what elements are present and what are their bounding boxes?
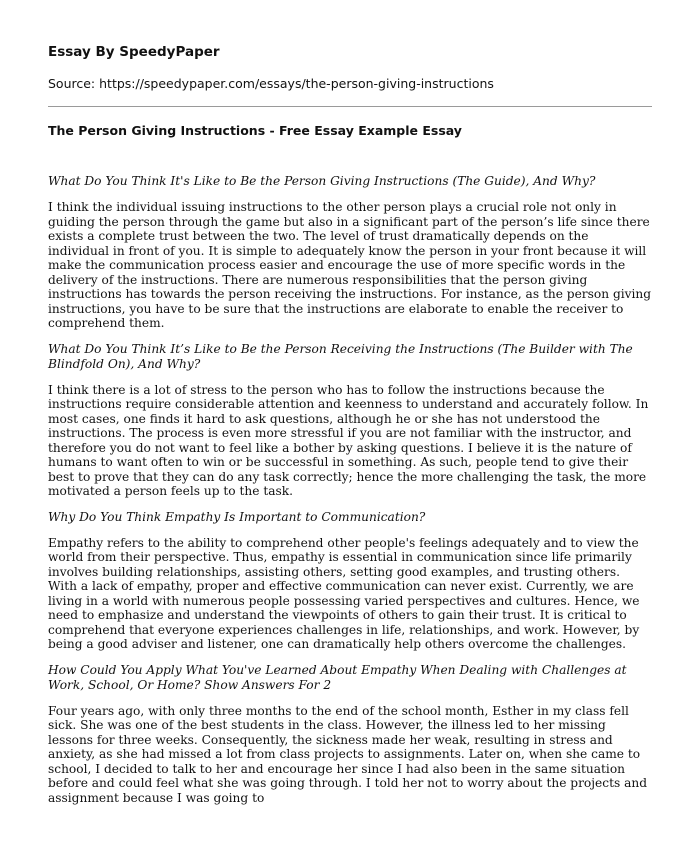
section-paragraph: Empathy refers to the ability to comprehend other people's feelings adequately and to view the world from their perspective. Thus, empathy is essential in communication since life primarily involves building relationships, assisting others, setting good examples, and trusting others. With a lack of empathy, proper and effective communication can never exist. Currently, we are living in a world with numerous people possessing varied perspectives and cultures. Hence, we need to emphasize and understand the viewpoints of others to gain their trust. It is critical to comprehend that everyone experiences challenges in life, relationships, and work. However, by being a good adviser and listener, one can dramatically help others overcome the challenges. [48,535,640,651]
publisher-title: Essay By SpeedyPaper [48,44,220,60]
section-paragraph: I think there is a lot of stress to the person who has to follow the instructions because the instructions require considerable attention and keenness to understand and accurately follow. In most cases, one finds it hard to ask questions, although he or she has not understood the instructions. The process is even more stressful if you are not familiar with the instructor, and therefore you do not want to feel like a bother by asking questions. I believe it is the nature of humans to want often to win or be successful in something. As such, people tend to give their best to prove that they can do any task correctly; hence the more challenging the task, the more motivated a person feels up to the task. [48,382,649,498]
section-paragraph: I think the individual issuing instructions to the other person plays a crucial role not only in guiding the person through the game but also in a significant part of the person’s life since there exists a complete trust between the two. The level of trust dramatically depends on the individual in front of you. It is simple to adequately know the person in your front because it will make the communication process easier and encourage the use of more specific words in the delivery of the instructions. There are numerous responsibilities that the person giving instructions has towards the person receiving the instructions. For instance, as the person giving instructions, you have to be sure that the instructions are elaborate to enable the receiver to comprehend them. [48,200,652,330]
section-question: What Do You Think It’s Like to Be the Person Receiving the Instructions (The Builder with The Blindfold On), And Why? [48,341,633,371]
section-question: Why Do You Think Empathy Is Important to Communication? [48,509,426,524]
source-line: Source: https://speedypaper.com/essays/the-person-giving-instructions [48,76,494,91]
section-paragraph: Four years ago, with only three months to the end of the school month, Esther in my class fell sick. She was one of the best students in the class. However, the illness led to her missing lessons for three weeks. Consequently, the sickness made her weak, resulting in stress and anxiety, as she had missed a lot from class projects to assignments. Later on, when she came to school, I decided to talk to her and encourage her since I had also been in the same situation before and could feel what she was going through. I told her not to worry about the projects and assignment because I was going to [48,703,648,805]
header-divider [48,106,652,107]
section-question: How Could You Apply What You've Learned About Empathy When Dealing with Challenges at Work, School, Or Home? Show Answers For 2 [48,662,627,692]
essay-title: The Person Giving Instructions - Free Essay Example Essay [48,123,462,138]
section-question: What Do You Think It's Like to Be the Person Giving Instructions (The Guide), And Why? [48,174,596,188]
